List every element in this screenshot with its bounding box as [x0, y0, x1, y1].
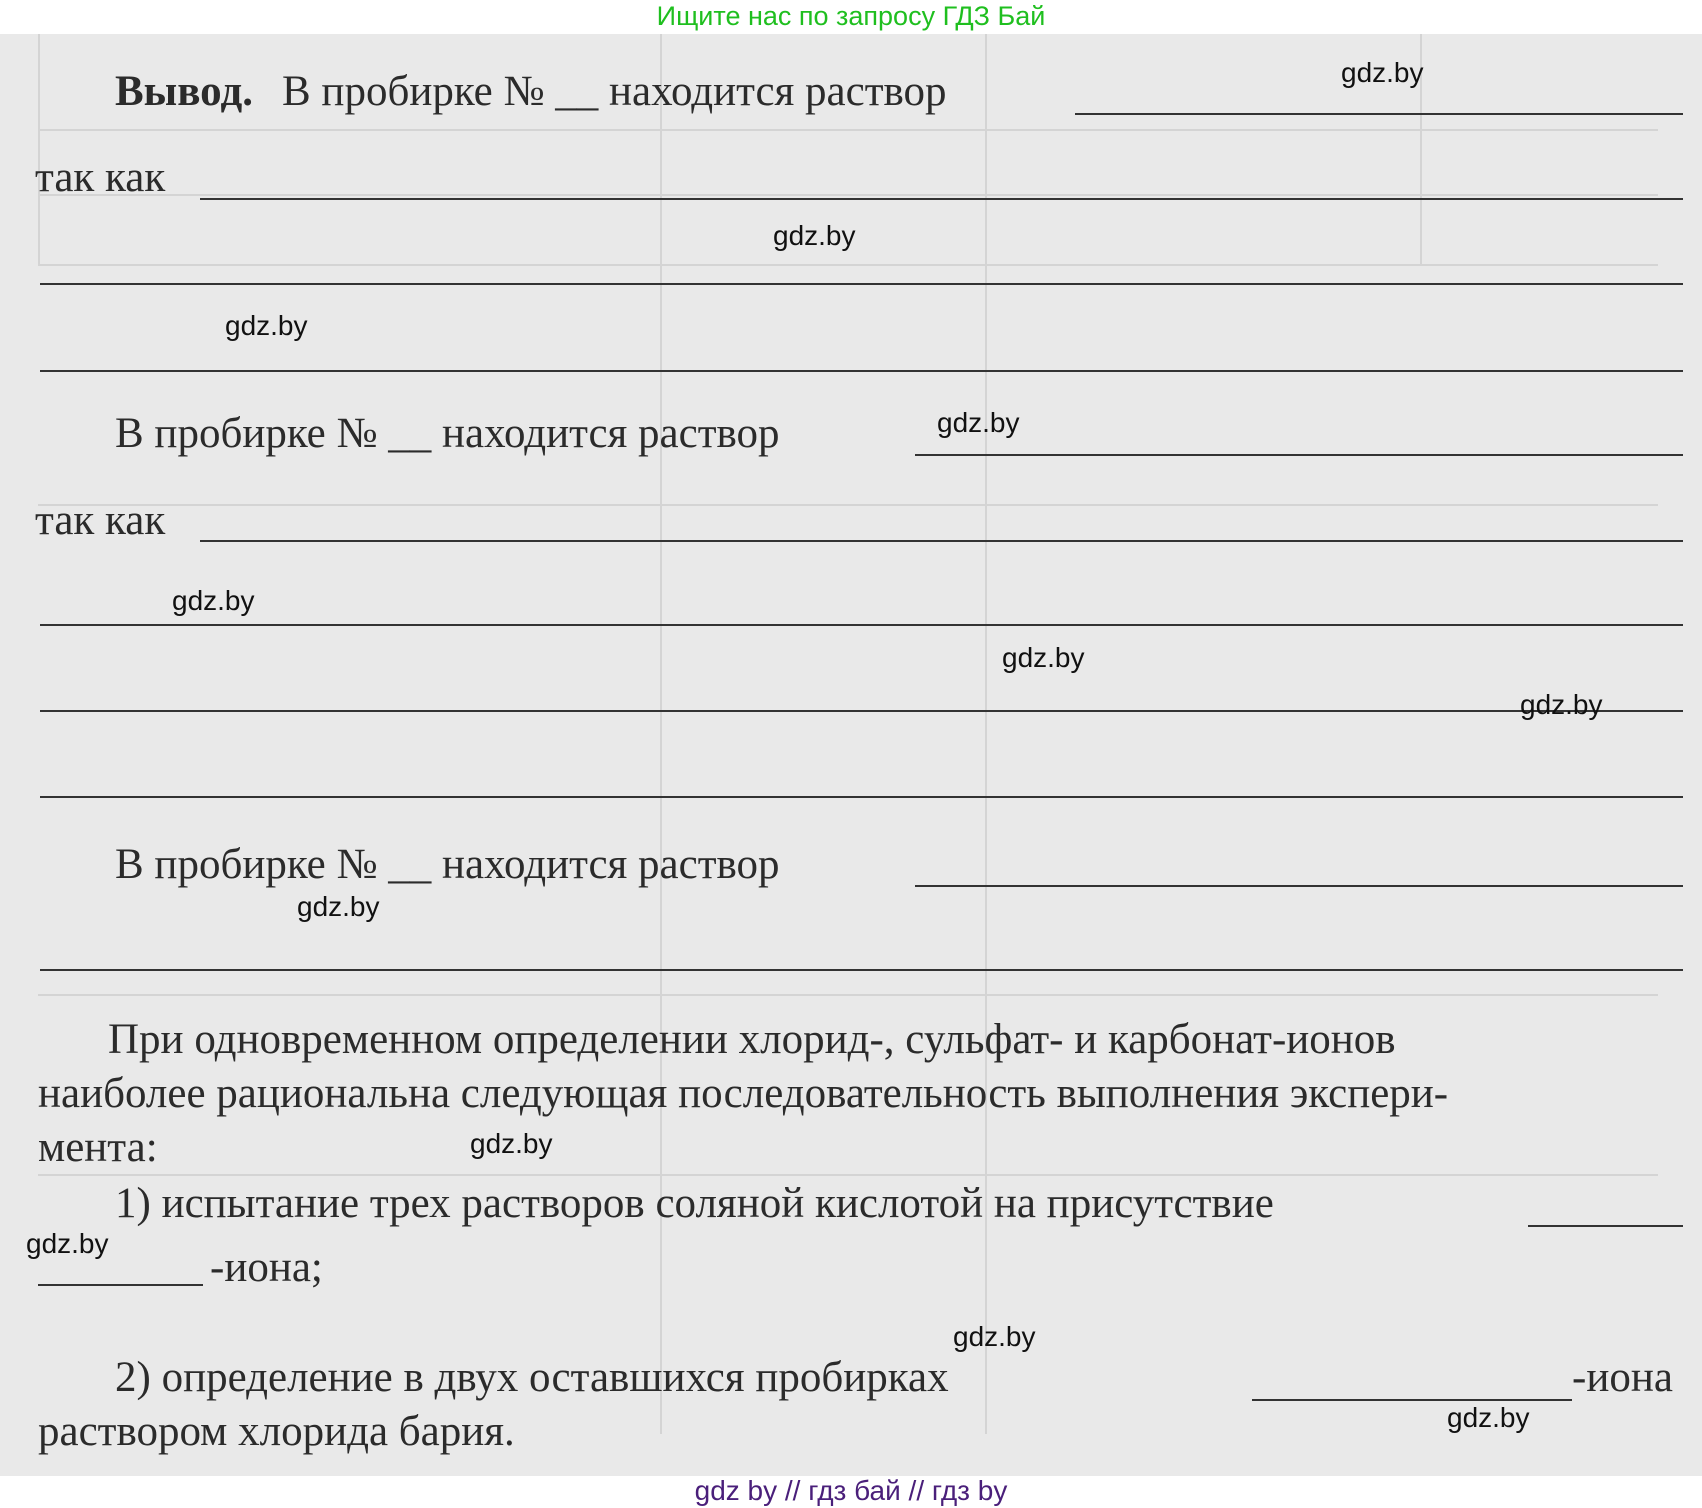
paragraph-line-3: мента:: [38, 1124, 158, 1171]
watermark: gdz.by: [773, 220, 856, 251]
ghost-table-line: [38, 504, 1658, 506]
watermark: gdz.by: [1341, 57, 1424, 88]
answer-line: [915, 885, 1683, 887]
answer-line: [200, 540, 1683, 542]
watermark: gdz.by: [937, 407, 1020, 438]
ghost-table-line: [38, 1174, 1658, 1176]
top-banner: Ищите нас по запросу ГДЗ Бай: [656, 1, 1046, 31]
because-label-1: так как: [35, 154, 166, 201]
answer-line: [40, 710, 1683, 712]
conclusion-line-1: В пробирке № __ находится раствор: [282, 68, 947, 115]
ghost-table-line: [38, 129, 1658, 131]
answer-line: [1075, 113, 1683, 115]
watermark: gdz.by: [470, 1128, 553, 1159]
watermark: gdz.by: [225, 310, 308, 341]
watermark: gdz.by: [1447, 1402, 1530, 1433]
step-2-line-2: раствором хлорида бария.: [38, 1408, 515, 1455]
paragraph-line-2: наиболее рациональна следующая последовательность выполнения экспери-: [38, 1070, 1449, 1117]
conclusion-line-2: В пробирке № __ находится раствор: [115, 410, 780, 457]
step-2: 2) определение в двух оставшихся пробирках: [115, 1354, 949, 1401]
scanned-page: [0, 34, 1702, 1476]
step-2-end: -иона: [1572, 1354, 1673, 1401]
because-label-2: так как: [35, 497, 166, 544]
step-1: 1) испытание трех растворов соляной кислотой на присутствие: [115, 1180, 1274, 1227]
conclusion-line-3: В пробирке № __ находится раствор: [115, 841, 780, 888]
conclusion-label: Вывод.: [115, 68, 253, 115]
footer-text: gdz by // гдз бай // гдз by: [694, 1475, 1008, 1506]
answer-line: [1528, 1225, 1683, 1227]
answer-line: [40, 796, 1683, 798]
watermark: gdz.by: [953, 1321, 1036, 1352]
answer-line: [200, 198, 1683, 200]
step-1-end: -иона;: [210, 1244, 323, 1291]
ghost-table-line: [38, 264, 1658, 266]
watermark: gdz.by: [1520, 689, 1603, 720]
watermark: gdz.by: [26, 1228, 109, 1259]
paragraph-line-1: При одновременном определении хлорид-, сульфат- и карбонат-ионов: [108, 1016, 1396, 1063]
watermark: gdz.by: [297, 891, 380, 922]
answer-line: [915, 454, 1683, 456]
answer-line: [40, 283, 1683, 285]
ghost-table-line: [38, 34, 40, 264]
answer-line: [40, 370, 1683, 372]
watermark: gdz.by: [172, 585, 255, 616]
ghost-table-line: [38, 194, 1658, 196]
watermark: gdz.by: [1002, 642, 1085, 673]
ghost-table-line: [38, 994, 1658, 996]
answer-line: [1252, 1399, 1572, 1401]
answer-line: [38, 1284, 203, 1286]
answer-line: [40, 969, 1683, 971]
answer-line: [40, 624, 1683, 626]
